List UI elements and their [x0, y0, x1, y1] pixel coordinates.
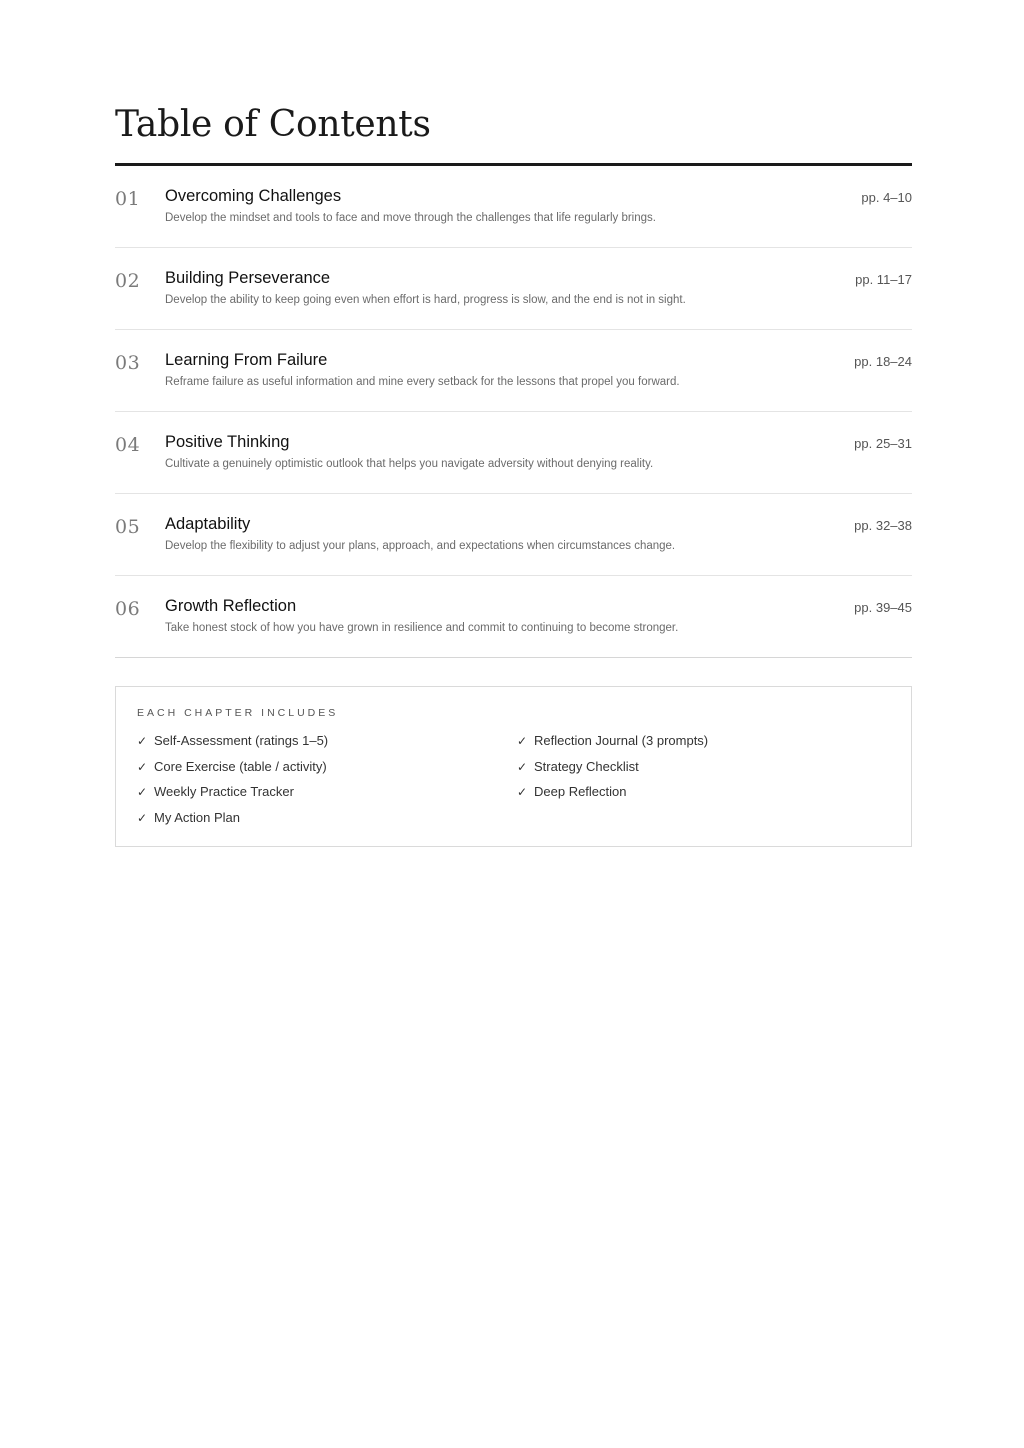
chapter-description: Develop the flexibility to adjust your plans, approach, and expectations when circumstances change. [165, 540, 676, 552]
chapter-pages: pp. 4–10 [861, 190, 912, 205]
includes-item-label: Reflection Journal (3 prompts) [534, 733, 709, 748]
includes-item-label: Strategy Checklist [534, 758, 639, 774]
includes-item-label: My Action Plan [154, 810, 240, 826]
checkmark-icon: ✓ [137, 811, 148, 826]
chapter-number: 03 [115, 352, 141, 374]
chapter-title[interactable]: Building Perseverance [165, 269, 331, 287]
toc-list [115, 166, 912, 658]
includes-heading: EACH CHAPTER INCLUDES [137, 707, 339, 719]
includes-item [517, 757, 708, 783]
chapter-number: 05 [115, 516, 141, 538]
includes-item [137, 782, 328, 808]
chapter-number: 06 [115, 598, 141, 620]
page-title: Table of Contents [115, 104, 431, 145]
includes-item-label: Self-Assessment (ratings 1–5) [154, 733, 329, 748]
chapter-pages: pp. 18–24 [854, 354, 912, 369]
chapter-pages: pp. 39–45 [854, 600, 912, 615]
includes-item-label: Weekly Practice Tracker [154, 784, 294, 800]
checkmark-icon: ✓ [517, 734, 528, 748]
chapter-title[interactable]: Adaptability [165, 515, 251, 533]
checkmark-icon: ✓ [517, 785, 528, 800]
includes-item [517, 782, 708, 808]
chapter-pages: pp. 32–38 [854, 518, 912, 533]
checkmark-icon: ✓ [137, 734, 148, 748]
toc-entry[interactable] [115, 166, 912, 248]
chapter-description: Cultivate a genuinely optimistic outlook that helps you navigate adversity without denying reality. [165, 458, 654, 470]
toc-entry[interactable] [115, 330, 912, 412]
includes-list-right [517, 731, 708, 808]
chapter-number: 01 [115, 188, 141, 210]
chapter-title[interactable]: Positive Thinking [165, 433, 290, 451]
chapter-pages: pp. 11–17 [855, 272, 912, 287]
includes-item [137, 808, 328, 834]
chapter-title[interactable]: Learning From Failure [165, 351, 328, 369]
chapter-description: Develop the mindset and tools to face and move through the challenges that life regularly brings. [165, 212, 656, 224]
toc-entry[interactable] [115, 248, 912, 330]
includes-item-label: Deep Reflection [534, 784, 627, 800]
chapter-pages: pp. 25–31 [854, 436, 912, 451]
includes-item [137, 731, 328, 757]
checkmark-icon: ✓ [137, 785, 148, 800]
toc-entry[interactable] [115, 412, 912, 494]
chapter-title[interactable]: Growth Reflection [165, 597, 297, 615]
includes-item [517, 731, 708, 757]
chapter-description: Develop the ability to keep going even when effort is hard, progress is slow, and the end is not in sight. [165, 294, 686, 306]
checkmark-icon: ✓ [137, 759, 148, 774]
chapter-number: 02 [115, 270, 141, 292]
chapter-title[interactable]: Overcoming Challenges [165, 187, 342, 205]
chapter-number: 04 [115, 434, 141, 456]
toc-entry[interactable] [115, 576, 912, 658]
includes-list-left [137, 731, 328, 834]
includes-item-label: Core Exercise (table / activity) [154, 758, 327, 774]
chapter-description: Reframe failure as useful information and mine every setback for the lessons that propel you forward. [165, 376, 680, 388]
toc-entry[interactable] [115, 494, 912, 576]
checkmark-icon: ✓ [517, 759, 528, 774]
chapter-description: Take honest stock of how you have grown in resilience and commit to continuing to become stronger. [165, 622, 679, 634]
chapter-includes-box [115, 686, 912, 847]
includes-item [137, 757, 328, 783]
